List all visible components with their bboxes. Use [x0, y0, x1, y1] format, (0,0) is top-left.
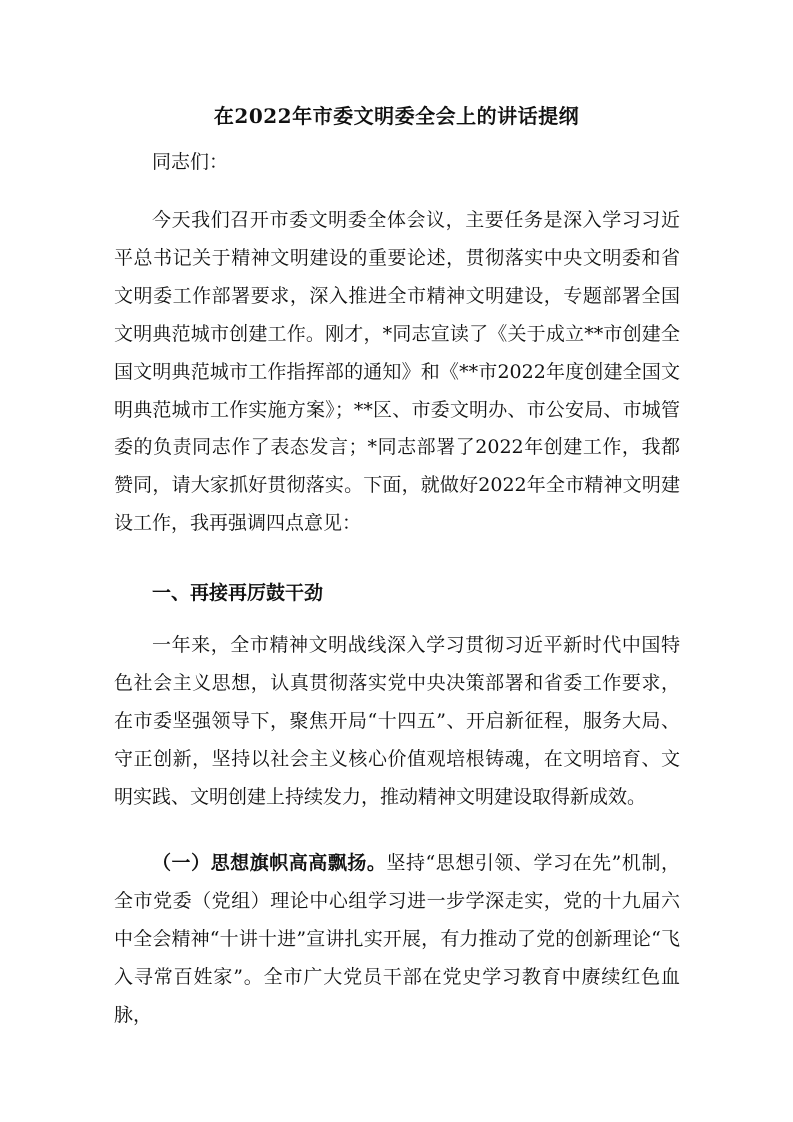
subsection-paragraph [114, 845, 680, 1035]
section-paragraph: 一年来，全市精神文明战线深入学习贯彻习近平新时代中国特色社会主义思想，认真贯彻落实党中央决策部署和省委工作要求，在市委坚强领导下，聚焦开局“十四五”、开启新征程，服务大局、守正创新，坚持以社会主义核心价值观培根铸魂，在文明培育、文明实践、文明创建上持续发力，推动精神文明建设取得新成效。 [114, 634, 680, 808]
salutation: 同志们： [152, 151, 229, 173]
section-heading: 一、再接再厉鼓干劲 [152, 582, 324, 604]
opening-paragraph: 今天我们召开市委文明委全体会议，主要任务是深入学习习近平总书记关于精神文明建设的重要论述，贯彻落实中央文明委和省文明委工作部署要求，深入推进全市精神文明建设，专题部署全国文明典范城市创建工作。刚才，*同志宣读了《关于成立**市创建全国文明典范城市工作指挥部的通知》和《**市2022年度创建全国文明典范城市工作实施方案》；**区、市委文明办、市公安局、市城管委的负责同志作了表态发言；*同志部署了2022年创建工作，我都赞同，请大家抓好贯彻落实。下面，就做好2022年全市精神文明建设工作，我再强调四点意见： [114, 209, 680, 535]
subsection-lead: （一）思想旗帜高高飘扬。 [152, 852, 387, 874]
document-title: 在2022年市委文明委全会上的讲话提纲 [213, 104, 580, 128]
subsection-text: 坚持“思想引领、学习在先”机制，全市党委（党组）理论中心组学习进一步学深走实，党的十九届六中全会精神“十讲十进”宣讲扎实开展，有力推动了党的创新理论“飞入寻常百姓家”。全市广大党员干部在党史学习教育中赓续红色血脉， [114, 852, 680, 1026]
